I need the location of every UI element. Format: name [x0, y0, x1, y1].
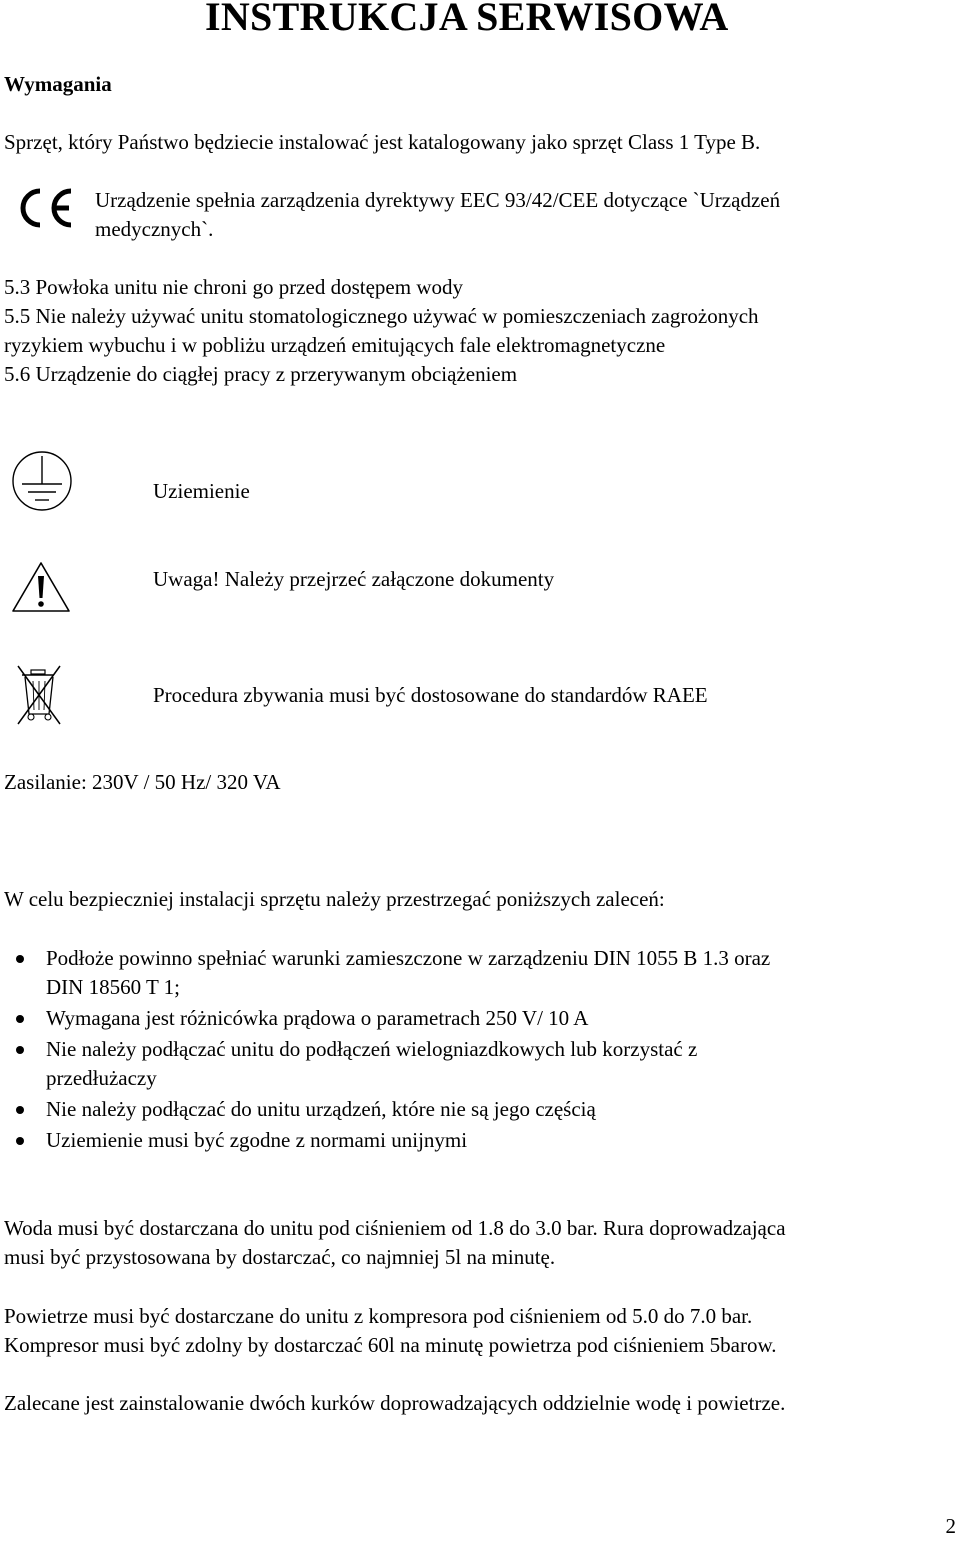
ground-label: Uziemienie — [153, 479, 250, 503]
item-5-5-line-1: 5.5 Nie należy używać unitu stomatologicznego używać w pomieszczeniach zagrożonych — [4, 304, 759, 328]
bullet-dot — [16, 955, 24, 963]
disposal-label: Procedura zbywania musi być dostosowane do standardów RAEE — [153, 683, 708, 707]
bullet-dot — [16, 1106, 24, 1114]
list-item-text: Nie należy podłączać unitu do podłączeń wielogniazdkowych lub korzystać z — [46, 1037, 698, 1061]
air-line-2: Kompresor musi być zdolny by dostarczać 60l na minutę powietrza pod ciśnieniem 5barow. — [4, 1333, 777, 1357]
list-item-text: przedłużaczy — [46, 1066, 157, 1090]
list-item-text: Nie należy podłączać do unitu urządzeń, które nie są jego częścią — [46, 1097, 596, 1121]
water-line-2: musi być przystosowana by dostarczać, co najmniej 5l na minutę. — [4, 1245, 556, 1269]
list-item-text: Podłoże powinno spełniać warunki zamieszczone w zarządzeniu DIN 1055 B 1.3 oraz — [46, 946, 771, 970]
item-5-3: 5.3 Powłoka unitu nie chroni go przed dostępem wody — [4, 275, 464, 299]
list-item-text: Wymagana jest różnicówka prądowa o parametrach 250 V/ 10 A — [46, 1006, 589, 1030]
page-number: 2 — [945, 1514, 956, 1538]
bullet-dot — [16, 1137, 24, 1145]
ce-mark-icon — [14, 186, 74, 230]
water-line-1: Woda musi być dostarczana do unitu pod ciśnieniem od 1.8 do 3.0 bar. Rura doprowadzająca — [4, 1216, 786, 1240]
bullet-dot — [16, 1015, 24, 1023]
valves-note: Zalecane jest zainstalowanie dwóch kurków doprowadzających oddzielnie wodę i powietrze. — [4, 1391, 786, 1415]
list-item-text: Uziemienie musi być zgodne z normami unijnymi — [46, 1128, 468, 1152]
warning-label: Uwaga! Należy przejrzeć załączone dokumenty — [153, 567, 555, 591]
requirements-heading: Wymagania — [4, 72, 112, 96]
power-spec: Zasilanie: 230V / 50 Hz/ 320 VA — [4, 770, 281, 794]
warning-triangle-icon — [10, 560, 72, 614]
bullet-dot — [16, 1046, 24, 1054]
earth-ground-icon — [10, 450, 74, 512]
class-line: Sprzęt, który Państwo będziecie instalować jest katalogowany jako sprzęt Class 1 Type B. — [4, 130, 761, 154]
page-title: INSTRUKCJA SERWISOWA — [205, 0, 729, 39]
ce-line-2: medycznych`. — [95, 217, 214, 241]
item-5-6: 5.6 Urządzenie do ciągłej pracy z przerywanym obciążeniem — [4, 362, 518, 386]
installation-intro: W celu bezpieczniej instalacji sprzętu należy przestrzegać poniższych zaleceń: — [4, 887, 665, 911]
crossed-bin-icon — [14, 664, 64, 726]
ce-line-1: Urządzenie spełnia zarządzenia dyrektywy EEC 93/42/CEE dotyczące `Urządzeń — [95, 188, 781, 212]
air-line-1: Powietrze musi być dostarczane do unitu z kompresora pod ciśnieniem od 5.0 do 7.0 bar. — [4, 1304, 753, 1328]
list-item-text: DIN 18560 T 1; — [46, 975, 180, 999]
item-5-5-line-2: ryzykiem wybuchu i w pobliżu urządzeń emitujących fale elektromagnetyczne — [4, 333, 666, 357]
